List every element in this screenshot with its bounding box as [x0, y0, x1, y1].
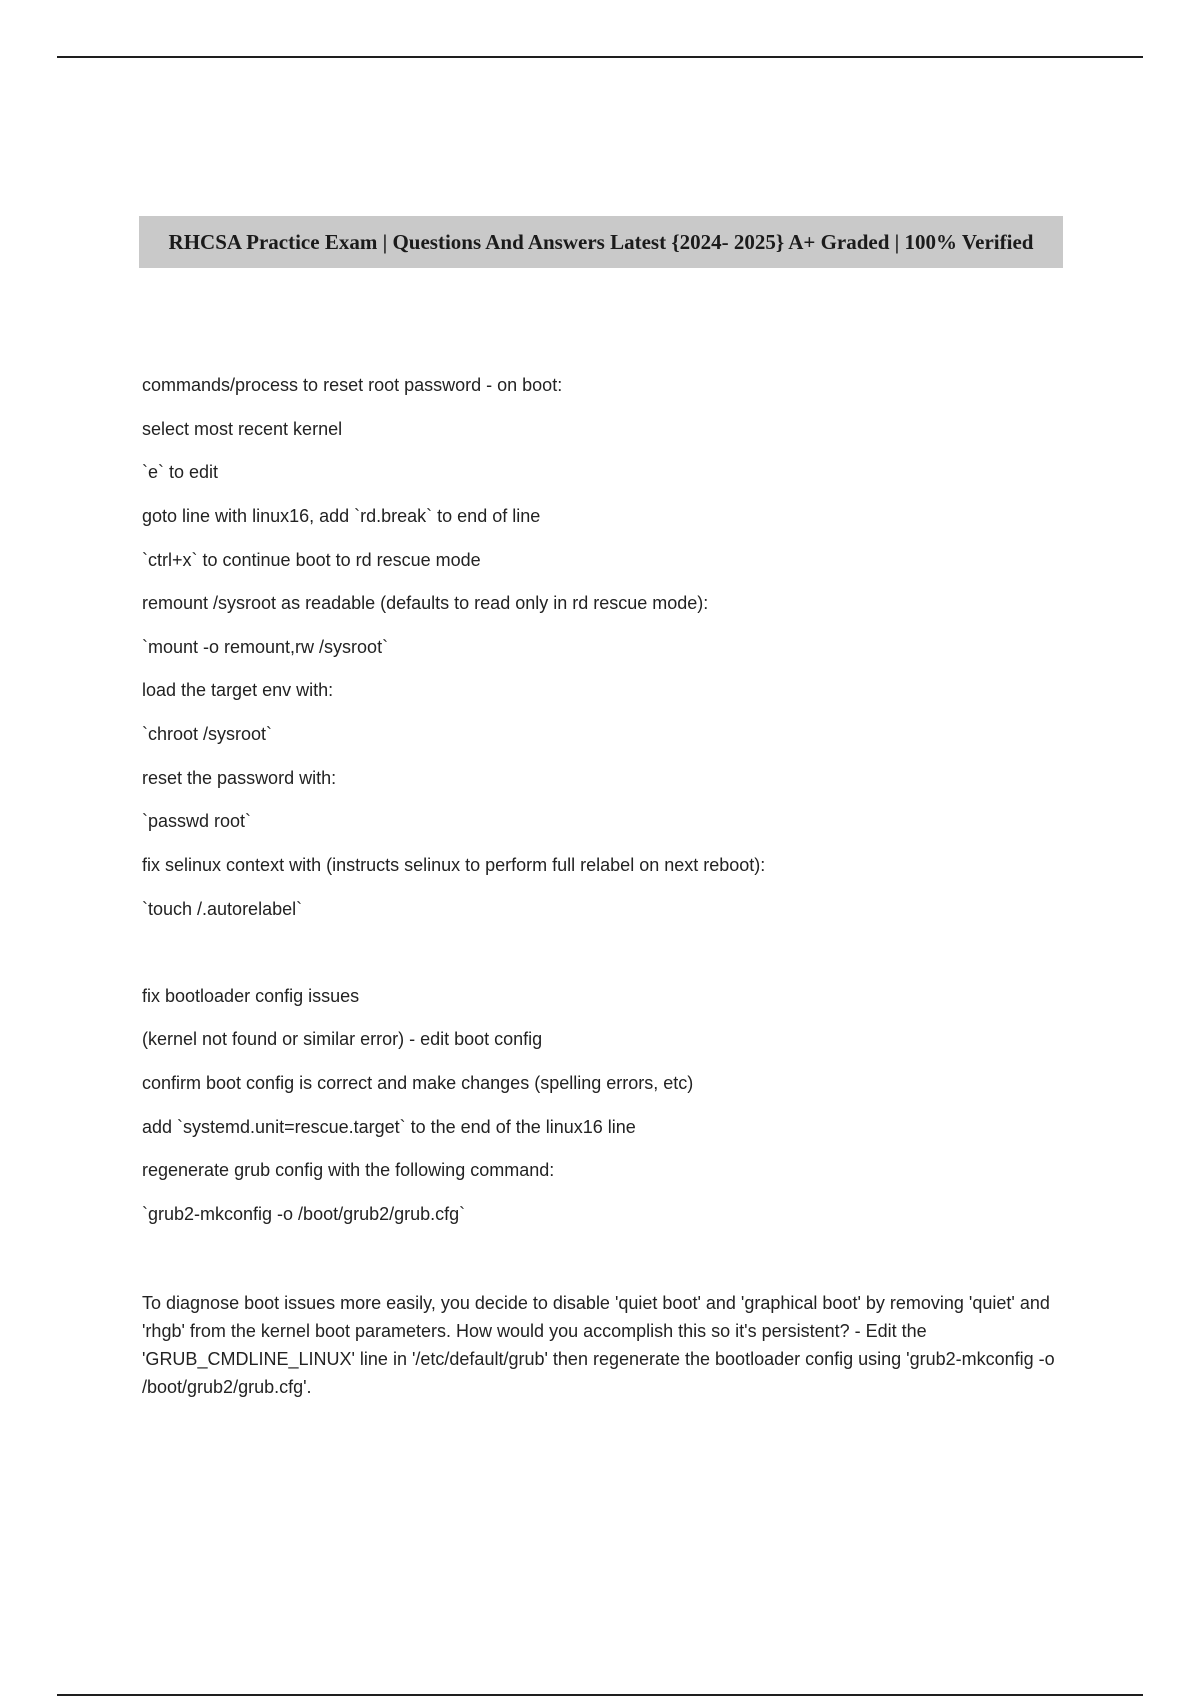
- text-line: remount /sysroot as readable (defaults to read only in rd rescue mode):: [142, 593, 709, 613]
- text-line: select most recent kernel: [142, 419, 343, 439]
- text-line: `mount -o remount,rw /sysroot`: [142, 637, 389, 657]
- text-line: add `systemd.unit=rescue.target` to the end of the linux16 line: [142, 1117, 636, 1137]
- text-line: goto line with linux16, add `rd.break` to end of line: [142, 506, 541, 526]
- footer-rule: [57, 1694, 1143, 1696]
- text-line: `touch /.autorelabel`: [142, 899, 303, 919]
- text-line: `chroot /sysroot`: [142, 724, 273, 744]
- text-line: load the target env with:: [142, 680, 334, 700]
- text-line: (kernel not found or similar error) - edit boot config: [142, 1029, 543, 1049]
- question-answer-paragraph: To diagnose boot issues more easily, you decide to disable 'quiet boot' and 'graphical boot' by removing 'quiet' and 'rhgb' from the kernel boot parameters. How would you accomplish this so it's persistent? - Edit the 'GRUB_CMDLINE_LINUX' line in '/etc/default/grub' then regenerate the bootloader config using 'grub2-mkconfig -o /boot/grub2/grub.cfg'.: [142, 1293, 1055, 1397]
- document-title-banner: [139, 216, 1063, 268]
- document-title: RHCSA Practice Exam | Questions And Answers Latest {2024- 2025} A+ Graded | 100% Verified: [168, 230, 1034, 254]
- text-line: fix selinux context with (instructs selinux to perform full relabel on next reboot):: [142, 855, 766, 875]
- text-line: confirm boot config is correct and make changes (spelling errors, etc): [142, 1073, 694, 1093]
- text-line: `grub2-mkconfig -o /boot/grub2/grub.cfg`: [142, 1204, 466, 1224]
- text-line: `e` to edit: [142, 462, 219, 482]
- text-line: reset the password with:: [142, 768, 337, 788]
- text-line: fix bootloader config issues: [142, 986, 360, 1006]
- text-line: commands/process to reset root password - on boot:: [142, 375, 563, 395]
- text-line: regenerate grub config with the following command:: [142, 1160, 555, 1180]
- header-rule: [57, 56, 1143, 58]
- text-line: `ctrl+x` to continue boot to rd rescue mode: [142, 550, 481, 570]
- text-line: `passwd root`: [142, 811, 252, 831]
